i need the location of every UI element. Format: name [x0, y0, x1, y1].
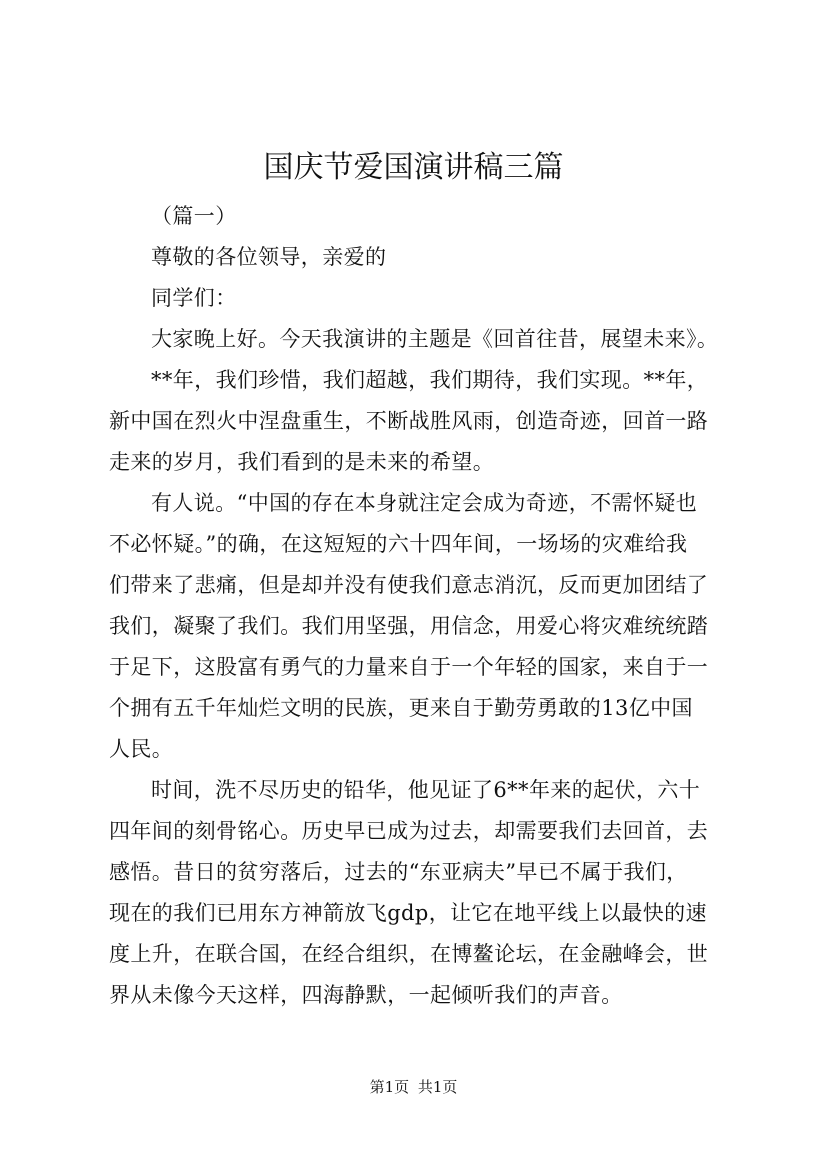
- paragraph-line: 不必怀疑。”的确，在这短短的六十四年间，一场场的灾难给我: [109, 532, 688, 556]
- salutation-line: 尊敬的各位领导，亲爱的: [151, 245, 387, 269]
- paragraph-line: 界从未像今天这样，四海静默，一起倾听我们的声音。: [109, 983, 623, 1007]
- page-number: 第1页: [369, 1078, 410, 1096]
- paragraph-line: 四年间的刻骨铭心。历史早已成为过去，却需要我们去回首，去: [109, 819, 709, 843]
- paragraph-line: 个拥有五千年灿烂文明的民族，更来自于勤劳勇敢的13亿中国: [109, 696, 693, 720]
- section-heading: （篇一）: [151, 204, 237, 228]
- paragraph-line: 有人说。“中国的存在本身就注定会成为奇迹，不需怀疑也: [151, 491, 698, 515]
- paragraph-line: 新中国在烈火中涅盘重生，不断战胜风雨，创造奇迹，回首一路: [109, 409, 709, 433]
- paragraph-line: 走来的岁月，我们看到的是未来的希望。: [109, 450, 495, 474]
- paragraph-line: 我们，凝聚了我们。我们用坚强，用信念，用爱心将灾难统统踏: [109, 614, 709, 638]
- page-footer: [0, 1076, 827, 1098]
- paragraph-line: 感悟。昔日的贫穷落后，过去的“东亚病夫”早已不属于我们，: [109, 860, 688, 884]
- paragraph-line: 度上升，在联合国，在经合组织，在博鳌论坛，在金融峰会，世: [109, 942, 709, 966]
- paragraph-line: 们带来了悲痛，但是却并没有使我们意志消沉，反而更加团结了: [109, 573, 709, 597]
- document-body: [109, 196, 749, 1016]
- document-title: 国庆节爱国演讲稿三篇: [263, 150, 564, 185]
- paragraph-line: 人民。: [109, 737, 174, 761]
- paragraph-line: **年，我们珍惜，我们超越，我们期待，我们实现。**年，: [151, 368, 709, 392]
- paragraph-line: 现在的我们已用东方神箭放飞gdp，让它在地平线上以最快的速: [109, 901, 707, 925]
- paragraph-line: 大家晚上好。今天我演讲的主题是《回首往昔，展望未来》。: [151, 327, 719, 351]
- paragraph-line: 时间，洗不尽历史的铅华，他见证了6**年来的起伏，六十: [151, 778, 701, 802]
- paragraph-line: 于足下，这股富有勇气的力量来自于一个年轻的国家，来自于一: [109, 655, 709, 679]
- salutation-line: 同学们：: [151, 286, 237, 310]
- page-total: 共1页: [417, 1078, 458, 1096]
